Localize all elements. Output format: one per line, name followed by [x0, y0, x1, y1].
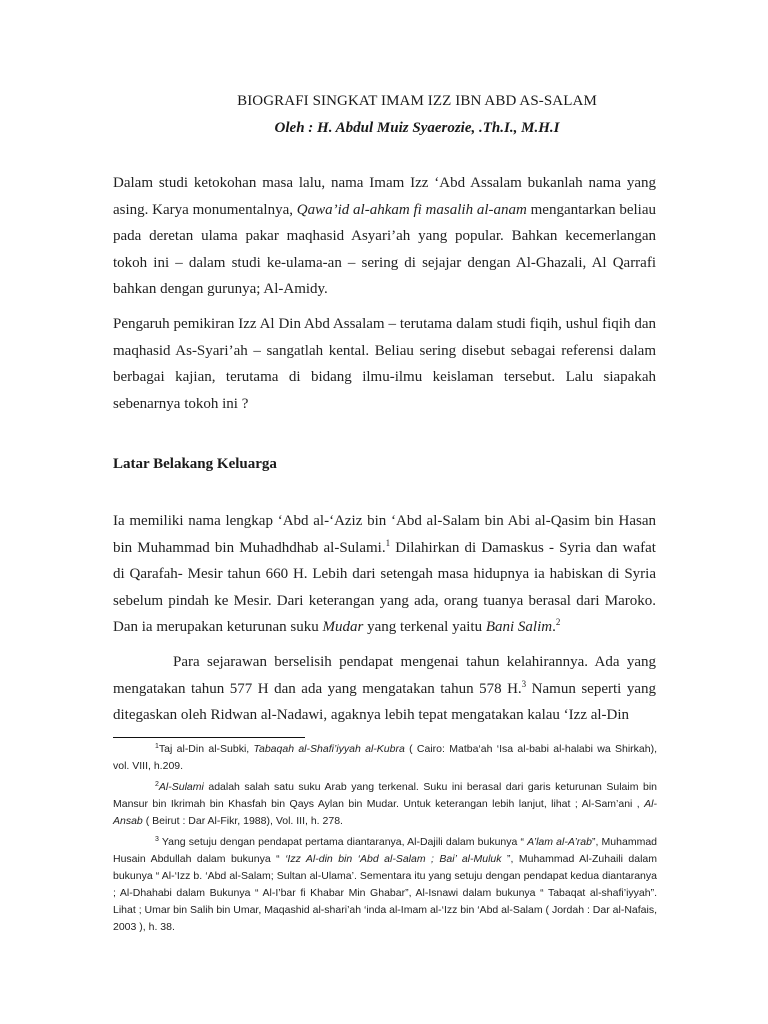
intro-p1-text-a: Dalam studi ketokohan masa lalu, nama Imam Izz ‘Abd Assalam bukanlah nama yang asing. Karya monumentalnya,	[113, 175, 656, 218]
intro-p1-text-b: mengantarkan beliau pada deretan ulama pakar maqhasid Asyari’ah yang popular. Bahkan kecemerlangan tokoh ini – dalam studi ke-ulama-an – sering di sejajar dengan Al-Ghazali, Al Qarrafi bahkan dengan gurunya; Al-Amidy.	[113, 201, 656, 297]
footnote-separator	[113, 737, 305, 738]
footnote-1	[113, 741, 657, 775]
footnote-2-text-a: adalah salah satu suku Arab yang terkenal. Suku ini berasal dari garis keturunan Sulaim bin Mansur bin Ikrimah bin Khasfah bin Qays Aylan bin Mudar. Untuk keterangan lebih lanjut, lihat ; Al-Sam’ani ,	[113, 781, 657, 810]
section-p1-tribe: Mudar	[322, 619, 364, 635]
footnote-3-text-b: ”, Muhammad Husain Abdullah dalam bukunya “	[113, 836, 657, 865]
footnote-ref-2: 2	[555, 617, 561, 627]
footnote-3-number: 3	[155, 836, 159, 843]
section-p1-text-b: Dilahirkan di Damaskus - Syria dan wafat di Qarafah- Mesir tahun 660 H. Lebih dari setengah masa hidupnya ia habiskan di Syria sebelum pindah ke Mesir. Dari keterangan yang ada, orang tuanya berasal dari Maroko. Dan ia merupakan keturunan suku	[113, 539, 656, 635]
footnote-ref-3: 3	[521, 678, 527, 689]
footnote-2-number: 2	[155, 781, 159, 788]
section-p2-text-a: Para sejarawan berselisih pendapat mengenai tahun kelahirannya. Ada yang mengatakan tahun 577 H dan ada yang mengatakan tahun 578 H.	[113, 654, 656, 697]
footnote-1-work: Tabaqah al-Shafi’iyyah al-Kubra	[253, 743, 405, 755]
footnote-1-number: 1	[155, 743, 159, 750]
intro-paragraph-1	[113, 170, 656, 303]
footnote-2-text-b: ( Beirut : Dar Al-Fikr, 1988), Vol. III, h. 278.	[142, 815, 343, 827]
intro-p1-work-title: Qawa’id al-ahkam fi masalih al-anam	[296, 201, 527, 218]
section-paragraph-1	[113, 508, 656, 641]
footnote-1-text-a: Taj al-Din al-Subki,	[158, 743, 254, 755]
author-line: Oleh : H. Abdul Muiz Syaerozie, .Th.I., M.H.I	[274, 120, 560, 136]
section-p2-text-b: Namun seperti yang ditegaskan oleh Ridwan al-Nadawi, agaknya lebih tepat mengatakan kalau ‘Izz al-Din	[113, 680, 656, 723]
document-title: BIOGRAFI SINGKAT IMAM IZZ IBN ABD AS-SALAM	[237, 93, 597, 109]
footnote-3-work-1: A’lam al-A’rab	[527, 836, 592, 848]
footnote-2	[113, 779, 657, 830]
section-p1-clan: Bani Salim	[485, 619, 553, 635]
footnote-3-text-a: Yang setuju dengan pendapat pertama diantaranya, Al-Dajili dalam bukunya “	[158, 836, 528, 848]
footnote-1-text-b: ( Cairo: Matba‘ah ‘Isa al-babi al-halabi wa Shirkah), vol. VIII, h.209.	[113, 743, 657, 772]
footnote-3	[113, 834, 657, 936]
footnote-2-term: Al-Sulami	[158, 781, 204, 793]
intro-paragraph-2: Pengaruh pemikiran Izz Al Din Abd Assalam – terutama dalam studi fiqih, ushul fiqih dan maqhasid As-Syari’ah – sangatlah kental. Beliau sering disebut sebagai referensi dalam berbagai kajian, terutama di bidang ilmu-ilmu keislaman tersebut. Lalu siapakah sebenarnya tokoh ini ?	[113, 316, 656, 412]
section-paragraph-2	[113, 649, 656, 729]
footnote-3-text-c: ”, Muhammad Al-Zuhaili dalam bukunya “ Al-‘Izz b. ‘Abd al-Salam; Sultan al-Ulama’. Sementara itu yang setuju dengan pendapat kedua diantaranya ; Al-Dhahabi dalam Bukunya “ Al-I’bar fi Khabar Min Ghabar”, Al-Isnawi dalam bukunya “ Tabaqat al-shafi’iyyah”. Lihat ; Umar bin Salih bin Umar, Maqashid al-shari’ah ‘inda al-Imam al-‘Izz bin ‘Abd al-Salam ( Jordah : Dar al-Nafais, 2003 ), h. 38.	[113, 853, 657, 933]
section-p1-text-d: .	[552, 619, 556, 635]
footnote-ref-1: 1	[385, 537, 391, 548]
footnote-2-work: Al-Ansab	[113, 798, 657, 827]
section-heading: Latar Belakang Keluarga	[113, 456, 277, 472]
section-p1-text-a: Ia memiliki nama lengkap ‘Abd al-‘Aziz bin ‘Abd al-Salam bin Abi al-Qasim bin Hasan bin Muhammad bin Muhadhdhab al-Sulami.	[113, 513, 656, 556]
section-p1-text-c: yang terkenal yaitu	[363, 619, 486, 635]
footnote-3-work-2: ‘Izz Al-din bin ‘Abd al-Salam ; Bai’ al-Muluk	[285, 853, 502, 865]
